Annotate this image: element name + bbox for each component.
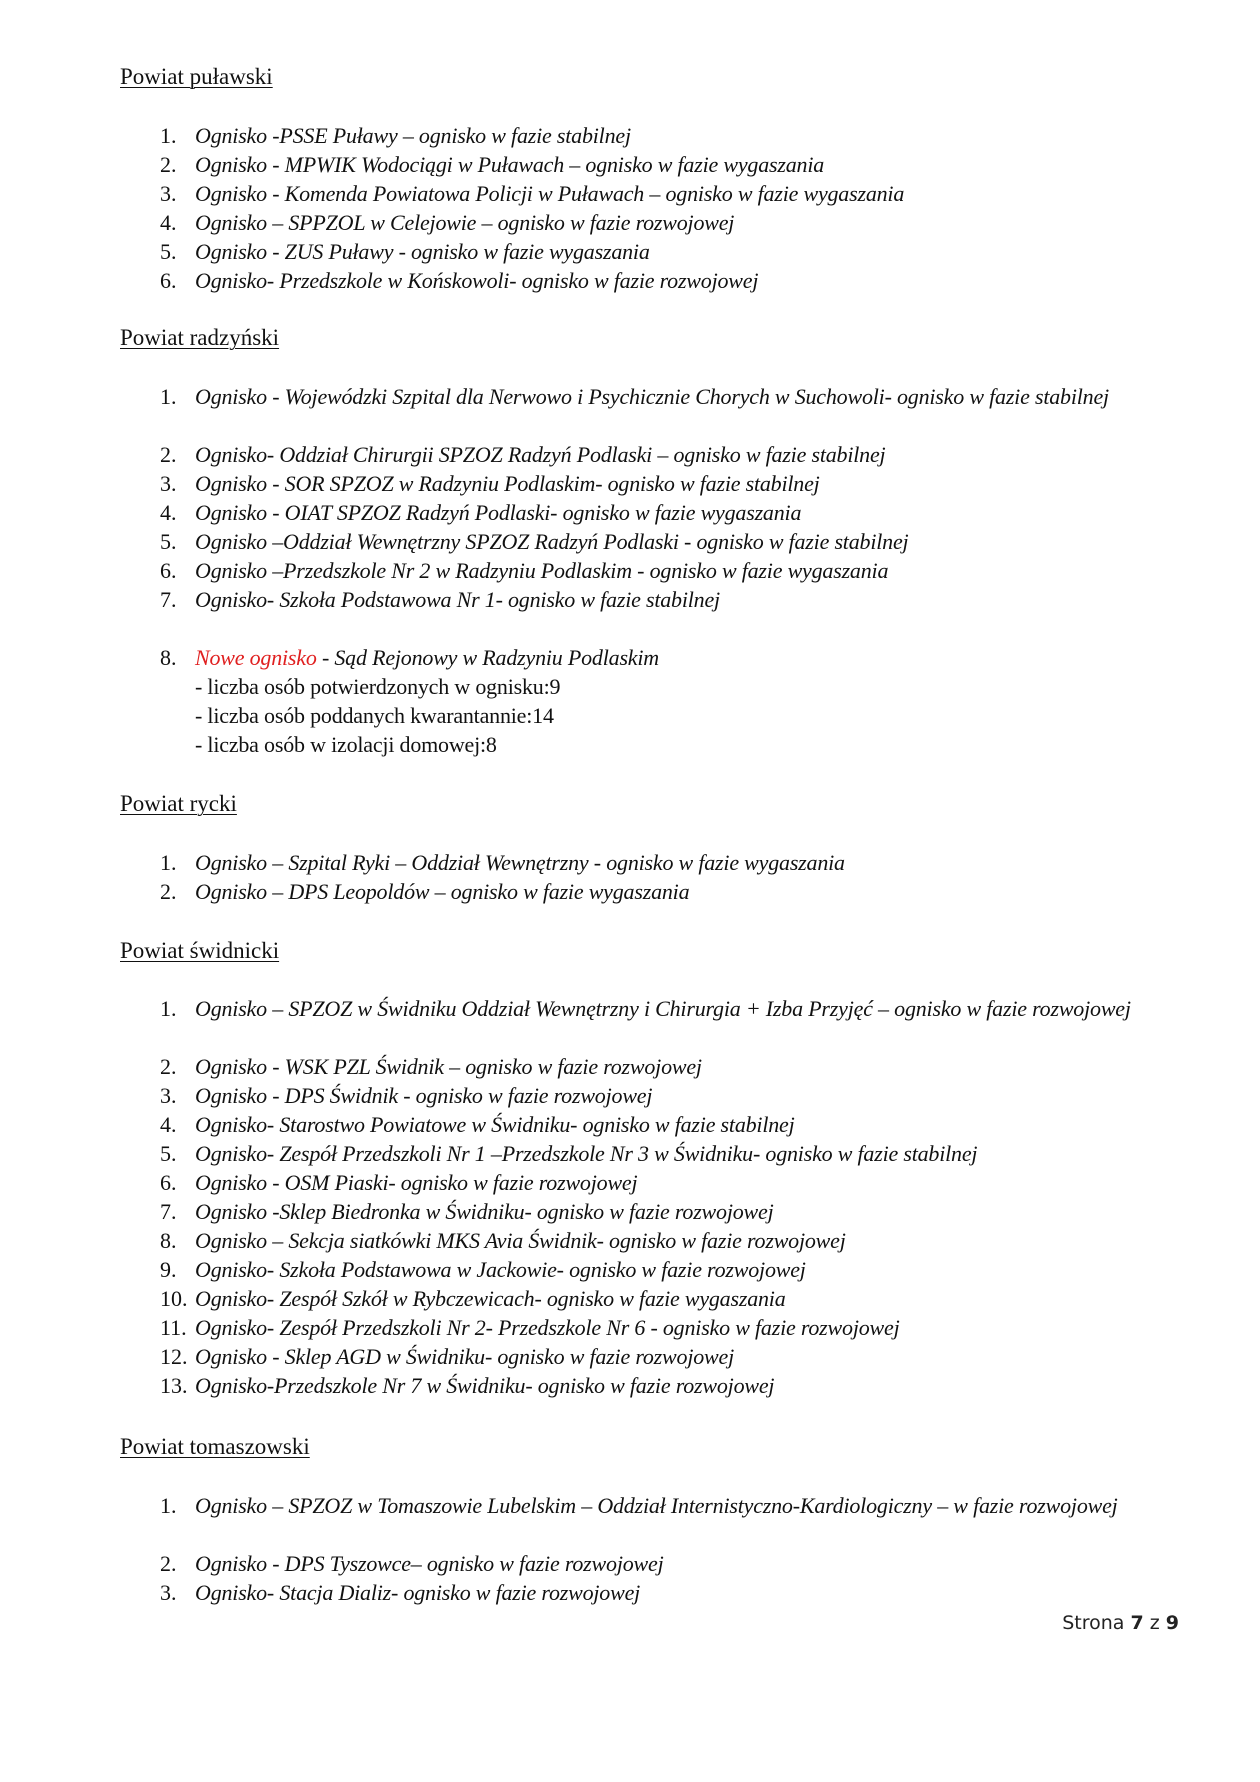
item-number: 1. [160, 850, 177, 875]
item-number: 8. [160, 645, 177, 670]
list-item [160, 208, 1180, 237]
list-item [160, 1110, 1180, 1139]
list-item [160, 1284, 1180, 1313]
section-heading-pulawski: Powiat puławski [120, 64, 273, 89]
confirmed-count-line: - liczba osób potwierdzonych w ognisku:9 [195, 674, 561, 699]
item-text: Ognisko- Zespół Szkół w Rybczewicach- ognisko w fazie wygaszania [195, 1286, 786, 1311]
item-text: Ognisko -PSSE Puławy – ognisko w fazie stabilnej [195, 123, 631, 148]
item-text: Ognisko – Sekcja siatkówki MKS Avia Świdnik- ognisko w fazie rozwojowej [195, 1228, 846, 1253]
section-heading-radzynski: Powiat radzyński [120, 325, 280, 350]
list-item [160, 469, 1180, 498]
list-item [160, 1197, 1180, 1226]
new-outbreak-location: - Sąd Rejonowy w Radzyniu Podlaskim [316, 645, 659, 670]
quarantine-count-line: - liczba osób poddanych kwarantannie:14 [195, 703, 554, 728]
list-item [160, 848, 1180, 877]
page-label: Strona [1062, 1612, 1125, 1634]
current-page: 7 [1130, 1612, 1144, 1634]
item-number: 3. [160, 471, 177, 496]
section-heading-rycki: Powiat rycki [120, 791, 237, 816]
item-number: 8. [160, 1228, 177, 1253]
item-number: 10. [160, 1286, 188, 1311]
list-item [160, 382, 1180, 411]
section-heading-tomaszowski: Powiat tomaszowski [120, 1434, 310, 1459]
item-text: Ognisko- Szkoła Podstawowa w Jackowie- ognisko w fazie rozwojowej [195, 1257, 806, 1282]
item-number: 1. [160, 996, 177, 1021]
item-text: Ognisko -Sklep Biedronka w Świdniku- ognisko w fazie rozwojowej [195, 1199, 774, 1224]
item-text: Ognisko – SPZOZ w Tomaszowie Lubelskim – Oddział Internistyczno-Kardiologiczny – w fazie rozwojowej [195, 1493, 1118, 1518]
item-number: 4. [160, 1112, 177, 1137]
item-number: 2. [160, 152, 177, 177]
item-text: Ognisko - Sklep AGD w Świdniku- ognisko w fazie rozwojowej [195, 1344, 734, 1369]
item-number: 1. [160, 123, 177, 148]
item-text: Ognisko –Przedszkole Nr 2 w Radzyniu Podlaskim - ognisko w fazie wygaszania [195, 558, 889, 583]
list-item [160, 440, 1180, 469]
item-text: Ognisko - SOR SPZOZ w Radzyniu Podlaskim- ognisko w fazie stabilnej [195, 471, 820, 496]
list-item [160, 527, 1180, 556]
page-number-footer [1062, 1612, 1179, 1634]
list-item [160, 1139, 1180, 1168]
item-text: Ognisko - Komenda Powiatowa Policji w Puławach – ognisko w fazie wygaszania [195, 181, 905, 206]
item-text: Ognisko- Zespół Przedszkoli Nr 2- Przedszkole Nr 6 - ognisko w fazie rozwojowej [195, 1315, 900, 1340]
item-number: 1. [160, 1493, 177, 1518]
item-number: 7. [160, 1199, 177, 1224]
item-number: 2. [160, 879, 177, 904]
item-text: Ognisko - MPWIK Wodociągi w Puławach – ognisko w fazie wygaszania [195, 152, 825, 177]
item-text: Ognisko – SPPZOL w Celejowie – ognisko w fazie rozwojowej [195, 210, 735, 235]
item-text: Ognisko - WSK PZL Świdnik – ognisko w fazie rozwojowej [195, 1054, 702, 1079]
list-item [160, 266, 1180, 295]
item-number: 1. [160, 384, 177, 409]
list-item [160, 1226, 1180, 1255]
list-item [160, 1491, 1180, 1520]
item-text: Ognisko-Przedszkole Nr 7 w Świdniku- ognisko w fazie rozwojowej [195, 1373, 775, 1398]
item-number: 3. [160, 1083, 177, 1108]
item-text: Ognisko – SPZOZ w Świdniku Oddział Wewnętrzny i Chirurgia + Izba Przyjęć – ognisko w fazie rozwojowej [195, 996, 1131, 1021]
page-separator: z [1149, 1612, 1160, 1634]
list-item [160, 1168, 1180, 1197]
item-text: Ognisko –Oddział Wewnętrzny SPZOZ Radzyń Podlaski - ognisko w fazie stabilnej [195, 529, 909, 554]
list-item [160, 1081, 1180, 1110]
list-item [160, 1342, 1180, 1371]
item-number: 2. [160, 1054, 177, 1079]
list-item [160, 1052, 1180, 1081]
item-number: 11. [160, 1315, 187, 1340]
total-pages: 9 [1165, 1612, 1179, 1634]
item-number: 9. [160, 1257, 177, 1282]
item-number: 5. [160, 239, 177, 264]
item-text: Ognisko- Stacja Dializ- ognisko w fazie rozwojowej [195, 1580, 641, 1605]
list-item [160, 877, 1180, 906]
item-number: 6. [160, 1170, 177, 1195]
list-item [160, 150, 1180, 179]
item-number: 2. [160, 1551, 177, 1576]
new-outbreak-label: Nowe ognisko [195, 645, 317, 670]
list-item [160, 1255, 1180, 1284]
item-text: Ognisko – DPS Leopoldów – ognisko w fazie wygaszania [195, 879, 690, 904]
item-text [195, 643, 1180, 672]
item-number: 6. [160, 558, 177, 583]
item-number: 5. [160, 529, 177, 554]
list-item [160, 121, 1180, 150]
item-text: Ognisko - ZUS Puławy - ognisko w fazie wygaszania [195, 239, 650, 264]
item-number: 7. [160, 587, 177, 612]
item-number: 2. [160, 442, 177, 467]
item-number: 3. [160, 181, 177, 206]
item-number: 13. [160, 1373, 188, 1398]
item-number: 5. [160, 1141, 177, 1166]
home-isolation-count-line: - liczba osób w izolacji domowej:8 [195, 732, 497, 757]
item-text: Ognisko - OSM Piaski- ognisko w fazie rozwojowej [195, 1170, 638, 1195]
item-text: Ognisko- Starostwo Powiatowe w Świdniku- ognisko w fazie stabilnej [195, 1112, 795, 1137]
list-item [160, 1313, 1180, 1342]
item-number: 4. [160, 500, 177, 525]
item-text: Ognisko - DPS Tyszowce– ognisko w fazie rozwojowej [195, 1551, 664, 1576]
item-text: Ognisko - Wojewódzki Szpital dla Nerwowo i Psychicznie Chorych w Suchowoli- ognisko w fazie stabilnej [195, 384, 1109, 409]
list-item [160, 585, 1180, 614]
list-item [160, 179, 1180, 208]
item-text: Ognisko - OIAT SPZOZ Radzyń Podlaski- ognisko w fazie wygaszania [195, 500, 802, 525]
item-text: Ognisko – Szpital Ryki – Oddział Wewnętrzny - ognisko w fazie wygaszania [195, 850, 845, 875]
list-item [160, 237, 1180, 266]
list-item [160, 1549, 1180, 1578]
item-text: Ognisko- Oddział Chirurgii SPZOZ Radzyń Podlaski – ognisko w fazie stabilnej [195, 442, 886, 467]
item-text: Ognisko- Szkoła Podstawowa Nr 1- ognisko w fazie stabilnej [195, 587, 720, 612]
item-number: 6. [160, 268, 177, 293]
list-item [160, 498, 1180, 527]
list-item [160, 1578, 1180, 1607]
item-number: 12. [160, 1344, 188, 1369]
list-item [160, 994, 1180, 1023]
list-item [160, 1371, 1180, 1400]
item-text: Ognisko - DPS Świdnik - ognisko w fazie rozwojowej [195, 1083, 653, 1108]
item-number: 4. [160, 210, 177, 235]
item-text: Ognisko- Przedszkole w Końskowoli- ognisko w fazie rozwojowej [195, 268, 759, 293]
new-outbreak-item [160, 643, 1180, 672]
section-heading-swidnicki: Powiat świdnicki [120, 938, 280, 963]
item-text: Ognisko- Zespół Przedszkoli Nr 1 –Przedszkole Nr 3 w Świdniku- ognisko w fazie stabilnej [195, 1141, 978, 1166]
list-item [160, 556, 1180, 585]
item-number: 3. [160, 1580, 177, 1605]
